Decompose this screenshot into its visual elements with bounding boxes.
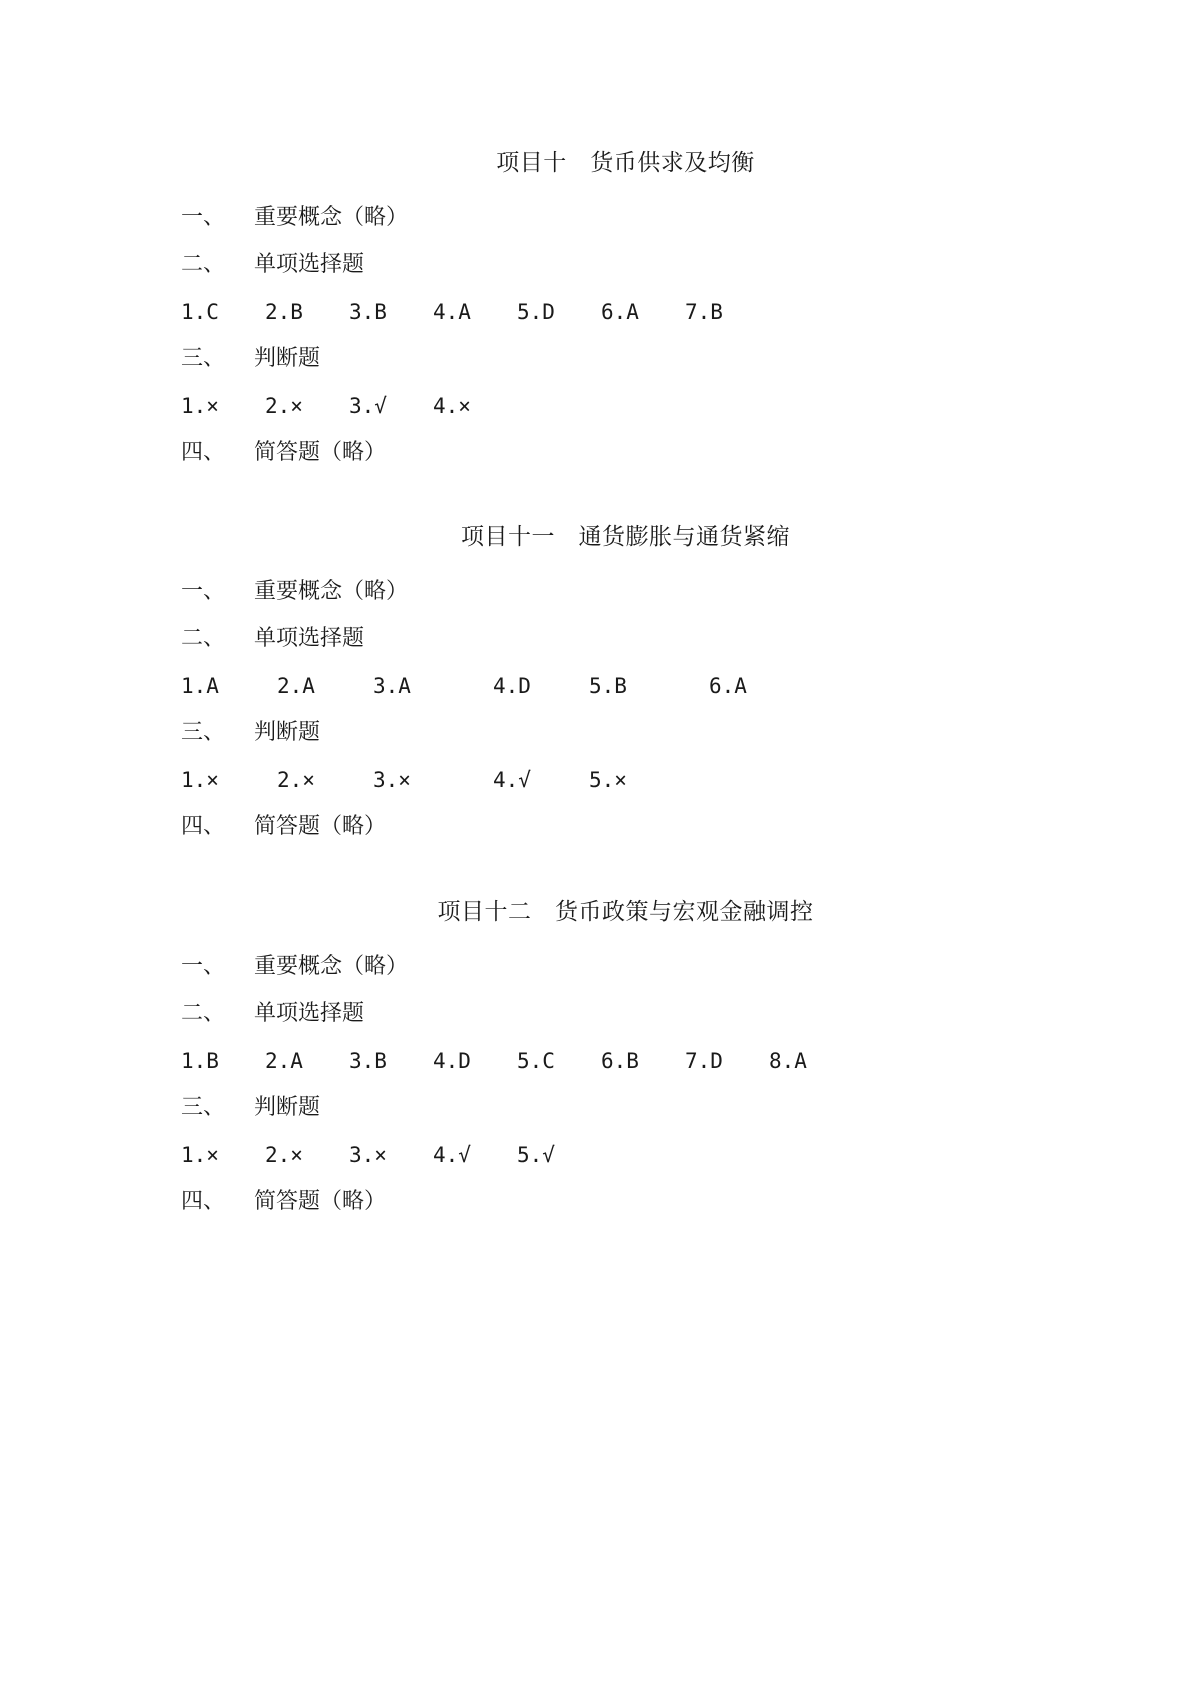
concept-heading xyxy=(181,194,1191,241)
answer-item: 5.C xyxy=(517,1048,555,1073)
answer-item: 3.B xyxy=(349,1048,387,1073)
section-project-12 xyxy=(0,897,1191,1225)
answer-item: 2.× xyxy=(265,393,303,418)
answer-item: 5.B xyxy=(589,673,627,698)
true-false-answers xyxy=(181,756,1191,803)
answer-item: 3.× xyxy=(349,1142,387,1167)
answer-item: 3.A xyxy=(373,673,411,698)
true-false-answers xyxy=(181,382,1191,429)
answer-item: 4.A xyxy=(433,299,471,324)
answer-item: 4.√ xyxy=(433,1142,471,1167)
answer-item: 7.D xyxy=(685,1048,723,1073)
answer-item: 5.D xyxy=(517,299,555,324)
section-project-11 xyxy=(0,522,1191,850)
answer-item: 6.A xyxy=(709,673,747,698)
heading-label: 单项选择题 xyxy=(254,1000,365,1026)
concept-heading xyxy=(181,943,1191,990)
heading-label: 重要概念（略） xyxy=(254,578,409,604)
heading-number: 二、 xyxy=(181,1000,226,1026)
answer-item: 4.D xyxy=(493,673,531,698)
section-title: 项目十二 货币政策与宏观金融调控 xyxy=(437,899,814,925)
true-false-answers xyxy=(181,1131,1191,1178)
answer-item: 1.A xyxy=(181,673,219,698)
heading-number: 一、 xyxy=(181,578,226,604)
multiple-choice-heading xyxy=(181,990,1191,1037)
answer-item: 2.× xyxy=(277,767,315,792)
heading-label: 简答题（略） xyxy=(254,1188,387,1214)
multiple-choice-answers xyxy=(181,288,1191,335)
answer-item: 1.× xyxy=(181,393,219,418)
short-answer-heading xyxy=(181,803,1191,850)
heading-number: 三、 xyxy=(181,345,226,371)
heading-number: 四、 xyxy=(181,1188,226,1214)
answer-item: 1.B xyxy=(181,1048,219,1073)
heading-label: 单项选择题 xyxy=(254,251,365,277)
concept-heading xyxy=(181,568,1191,615)
section-title: 项目十一 通货膨胀与通货紧缩 xyxy=(461,524,790,550)
heading-label: 判断题 xyxy=(254,719,321,745)
answer-item: 5.√ xyxy=(517,1142,555,1167)
multiple-choice-heading xyxy=(181,241,1191,288)
heading-label: 判断题 xyxy=(254,1094,321,1120)
heading-number: 三、 xyxy=(181,719,226,745)
answer-item: 2.A xyxy=(265,1048,303,1073)
short-answer-heading xyxy=(181,429,1191,476)
true-false-heading xyxy=(181,335,1191,382)
heading-number: 二、 xyxy=(181,251,226,277)
heading-label: 重要概念（略） xyxy=(254,204,409,230)
answer-item: 1.C xyxy=(181,299,219,324)
answer-item: 2.× xyxy=(265,1142,303,1167)
heading-label: 简答题（略） xyxy=(254,813,387,839)
heading-number: 四、 xyxy=(181,439,226,465)
answer-item: 5.× xyxy=(589,767,627,792)
true-false-heading xyxy=(181,709,1191,756)
answer-item: 3.B xyxy=(349,299,387,324)
answer-item: 3.√ xyxy=(349,393,387,418)
short-answer-heading xyxy=(181,1178,1191,1225)
answer-item: 2.A xyxy=(277,673,315,698)
answer-item: 4.× xyxy=(433,393,471,418)
answer-item: 8.A xyxy=(769,1048,807,1073)
heading-label: 单项选择题 xyxy=(254,625,365,651)
heading-number: 二、 xyxy=(181,625,226,651)
heading-label: 简答题（略） xyxy=(254,439,387,465)
answer-item: 7.B xyxy=(685,299,723,324)
heading-number: 一、 xyxy=(181,204,226,230)
answer-item: 6.B xyxy=(601,1048,639,1073)
answer-item: 4.√ xyxy=(493,767,531,792)
heading-label: 重要概念（略） xyxy=(254,953,409,979)
heading-number: 三、 xyxy=(181,1094,226,1120)
answer-item: 2.B xyxy=(265,299,303,324)
true-false-heading xyxy=(181,1084,1191,1131)
section-title: 项目十 货币供求及均衡 xyxy=(496,150,755,176)
heading-number: 四、 xyxy=(181,813,226,839)
multiple-choice-heading xyxy=(181,615,1191,662)
heading-label: 判断题 xyxy=(254,345,321,371)
answer-item: 6.A xyxy=(601,299,639,324)
multiple-choice-answers xyxy=(181,662,1191,709)
answer-item: 1.× xyxy=(181,767,219,792)
heading-number: 一、 xyxy=(181,953,226,979)
section-project-10 xyxy=(0,148,1191,476)
answer-item: 3.× xyxy=(373,767,411,792)
multiple-choice-answers xyxy=(181,1037,1191,1084)
answer-item: 1.× xyxy=(181,1142,219,1167)
answer-item: 4.D xyxy=(433,1048,471,1073)
